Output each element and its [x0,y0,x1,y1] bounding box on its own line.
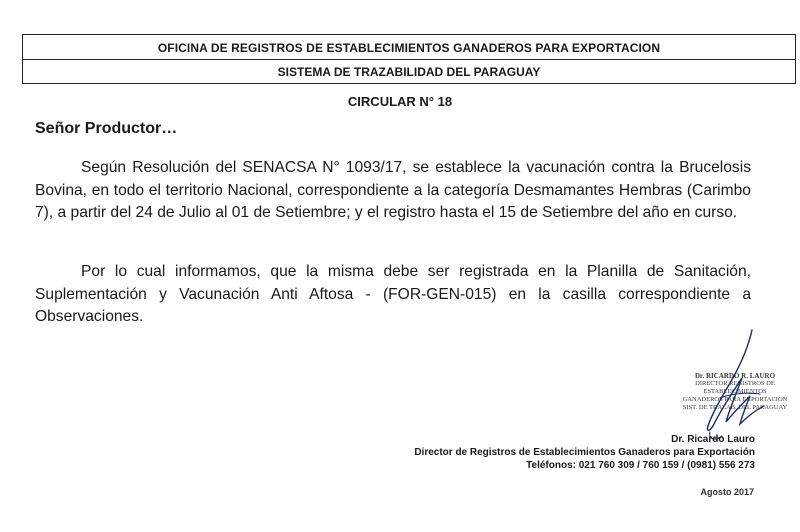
signer-phones: Teléfonos: 021 760 309 / 760 159 / (0981) 556 273 [526,460,755,471]
handwritten-signature [690,328,790,444]
circular-title: CIRCULAR N° 18 [347,94,453,109]
document-date: Agosto 2017 [700,487,754,497]
stamp-line-4: SIST. DE TRAZAB. DEL PARAGUAY [682,404,788,411]
signer-title: Director de Registros de Establecimientos Ganaderos para Exportación [414,447,755,458]
paragraph-resolution: Según Resolución del SENACSA N° 1093/17, se establece la vacunación contra la Brucelosis Bovina, en todo el territorio Nacional, correspondiente a la categoría Desmamantes Hembras (Carimbo 7), a partir del 24 de Julio al 01 de Setiembre; y el registro hasta el 15 de Setiembre del año en curso. [35,159,751,221]
paragraph-registration: Por lo cual informamos, que la misma debe ser registrada en la Planilla de Sanitación, Suplementación y Vacunación Anti Aftosa - (FOR-GEN-015) en la casilla correspondiente a Observaciones. [35,263,751,325]
header-divider [23,59,795,60]
header-box [22,34,796,84]
greeting: Señor Productor… [35,120,178,137]
stamp-line-1: Dr. RICARDO R. LAURO [694,372,776,380]
stamp-line-3: GANADEROS PARA EXPORTACION [682,396,788,403]
office-title: OFICINA DE REGISTROS DE ESTABLECIMIENTOS GANADEROS PARA EXPORTACION [157,41,661,55]
system-title: SISTEMA DE TRAZABILIDAD DEL PARAGUAY [277,65,541,79]
signer-name: Dr. Ricardo Lauro [671,434,755,445]
stamp-line-2: DIRECTOR REGISTROS DE ESTABLECIMIENTOS [695,380,775,395]
